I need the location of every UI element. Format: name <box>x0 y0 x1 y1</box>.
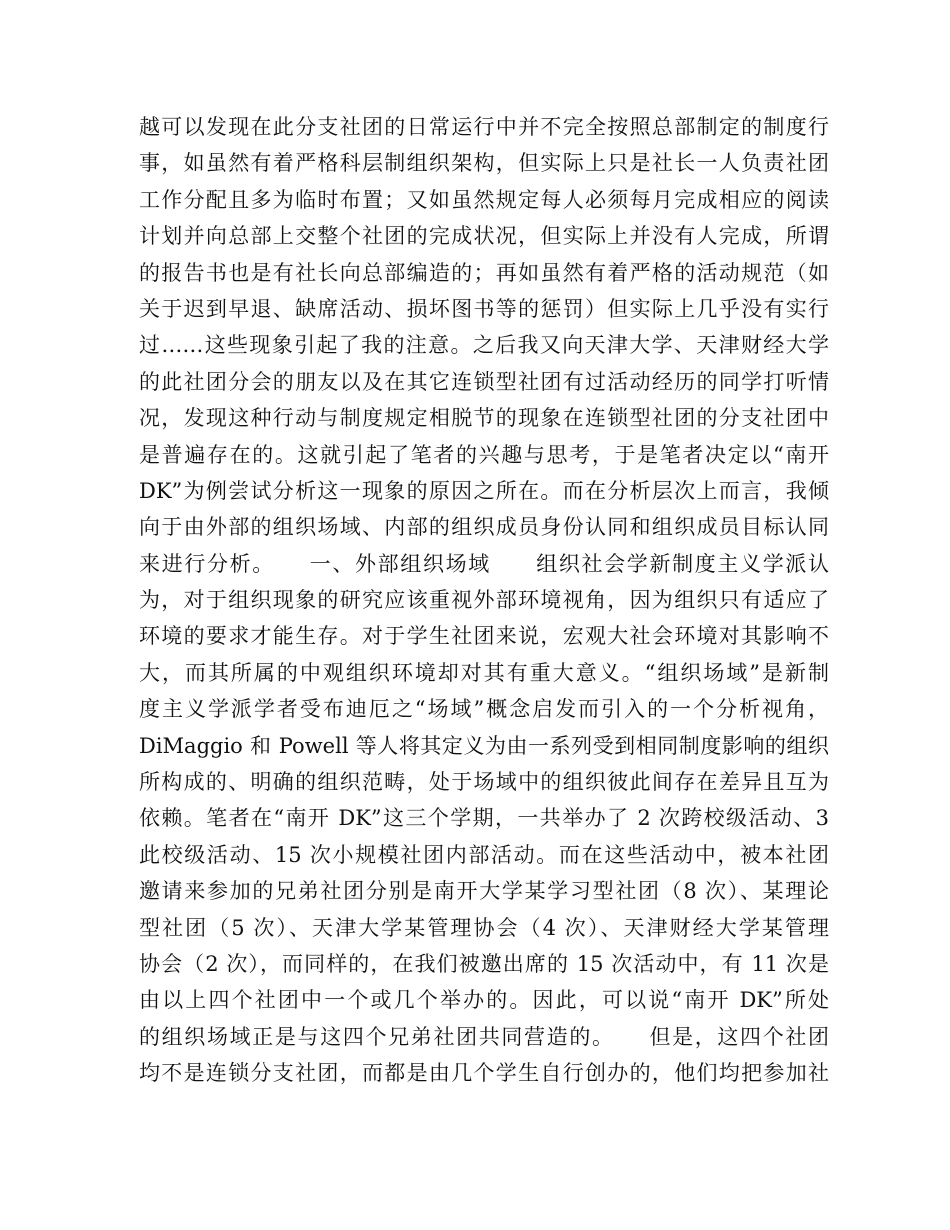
text-line: 来进行分析。 一、外部组织场域 组织社会学新制度主义学派认 <box>139 551 829 576</box>
text-line: 大，而其所属的中观组织环境却对其有重大意义。“组织场域”是新制 <box>139 660 829 685</box>
text-line: 越可以发现在此分支社团的日常运行中并不完全按照总部制定的制度行 <box>139 115 829 139</box>
text-line: 由以上四个社团中一个或几个举办的。因此，可以说“南开 DK”所处 <box>139 988 829 1013</box>
text-line: 是普遍存在的。这就引起了笔者的兴趣与思考，于是笔者决定以“南开 <box>139 442 829 467</box>
text-line: 向于由外部的组织场域、内部的组织成员身份认同和组织成员目标认同 <box>139 515 829 540</box>
text-line: 为，对于组织现象的研究应该重视外部环境视角，因为组织只有适应了 <box>139 588 829 613</box>
text-line: 环境的要求才能生存。对于学生社团来说，宏观大社会环境对其影响不 <box>139 624 829 649</box>
text-line: DiMaggio 和 Powell 等人将其定义为由一系列受到相同制度影响的组织 <box>139 733 829 758</box>
text-line: 协会（2 次），而同样的，在我们被邀出席的 15 次活动中，有 11 次是 <box>139 951 829 976</box>
text-line: 所构成的、明确的组织范畴，处于场域中的组织彼此间存在差异且互为 <box>139 770 829 795</box>
text-line: 邀请来参加的兄弟社团分别是南开大学某学习型社团（8 次）、某理论 <box>139 879 829 904</box>
text-line: 的报告书也是有社长向总部编造的；再如虽然有着严格的活动规范（如 <box>139 260 829 285</box>
body-paragraph <box>139 109 829 1092</box>
text-line: 均不是连锁分支社团，而都是由几个学生自行创办的，他们均把参加社 <box>139 1061 829 1086</box>
text-line: 况，发现这种行动与制度规定相脱节的现象在连锁型社团的分支社团中 <box>139 406 829 431</box>
text-line: 关于迟到早退、缺席活动、损坏图书等的惩罚）但实际上几乎没有实行 <box>139 296 829 321</box>
text-line: 型社团（5 次）、天津大学某管理协会（4 次）、天津财经大学某管理 <box>139 915 829 940</box>
text-line: DK”为例尝试分析这一现象的原因之所在。而在分析层次上而言，我倾 <box>139 478 829 503</box>
text-line: 的组织场域正是与这四个兄弟社团共同营造的。 但是，这四个社团 <box>139 1024 829 1049</box>
text-line: 计划并向总部上交整个社团的完成状况，但实际上并没有人完成，所谓 <box>139 224 829 249</box>
text-line: 的此社团分会的朋友以及在其它连锁型社团有过活动经历的同学打听情 <box>139 369 829 394</box>
text-line: 过……这些现象引起了我的注意。之后我又向天津大学、天津财经大学 <box>139 333 829 358</box>
text-line: 此校级活动、15 次小规模社团内部活动。而在这些活动中，被本社团 <box>139 842 829 867</box>
text-line: 度主义学派学者受布迪厄之“场域”概念启发而引入的一个分析视角， <box>139 697 829 722</box>
text-line: 依赖。笔者在“南开 DK”这三个学期，一共举办了 2 次跨校级活动、3 <box>139 806 829 831</box>
text-line: 事，如虽然有着严格科层制组织架构，但实际上只是社长一人负责社团 <box>139 151 829 176</box>
text-line: 工作分配且多为临时布置；又如虽然规定每人必须每月完成相应的阅读 <box>139 187 829 212</box>
